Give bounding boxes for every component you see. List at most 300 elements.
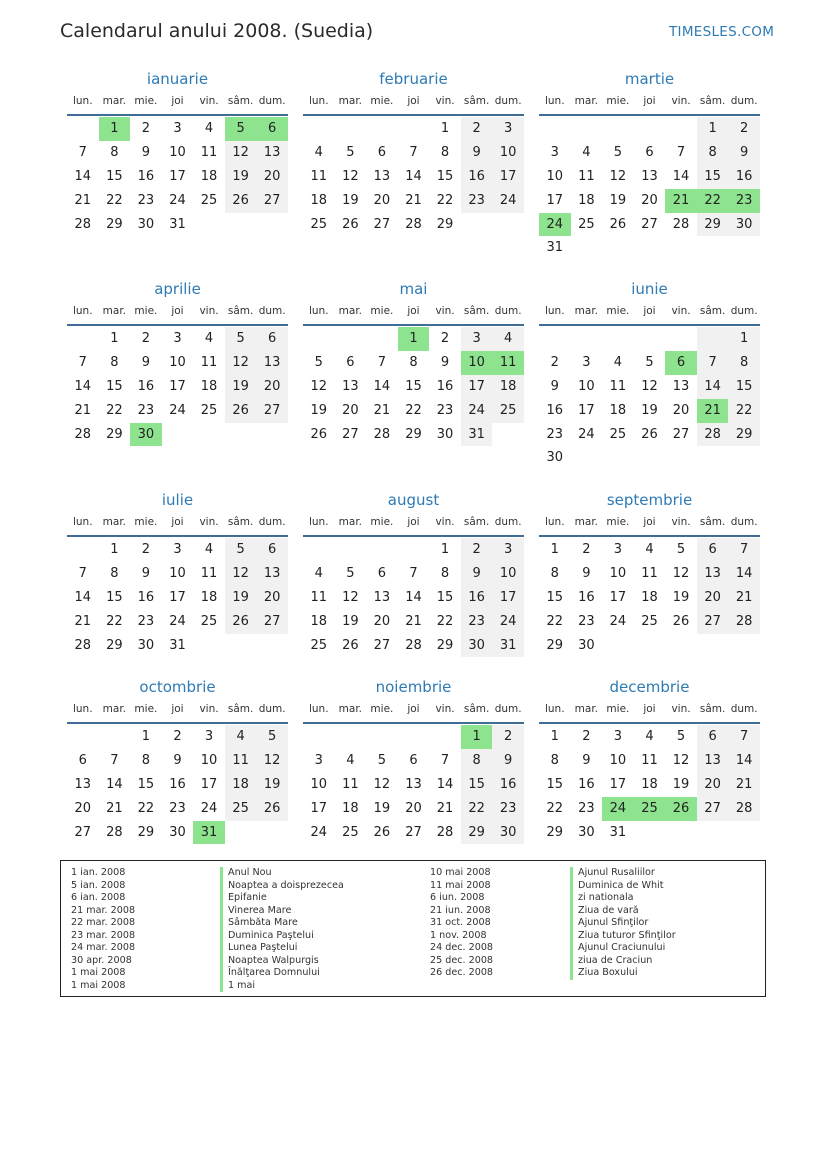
- day-cell: 17: [169, 589, 186, 605]
- weekday-label: mie.: [370, 703, 394, 715]
- empty-cell: [665, 327, 697, 351]
- legend-entry: 26 dec. 2008: [430, 967, 494, 978]
- day-cell: 24: [310, 824, 328, 840]
- day-cell: 28: [74, 426, 92, 442]
- empty-cell: [67, 117, 99, 141]
- legend-entry: 24 dec. 2008: [430, 942, 494, 953]
- holiday-day-cell: 11: [492, 351, 524, 375]
- day-cell: 17: [200, 776, 218, 792]
- day-cell: 18: [200, 168, 218, 184]
- day-cell: 20: [697, 586, 729, 610]
- day-cell: 28: [436, 824, 454, 840]
- weekday-label: mie.: [370, 516, 394, 528]
- day-cell: 25: [200, 402, 218, 418]
- day-cell: 23: [461, 610, 493, 634]
- day-cell: 11: [200, 565, 218, 581]
- day-cell: 9: [141, 144, 151, 160]
- day-cell: 14: [697, 375, 729, 399]
- day-cell: 6: [377, 144, 387, 160]
- legend-entry: 6 iun. 2008: [430, 892, 485, 903]
- weekday-label: vin.: [671, 703, 691, 715]
- day-cell: 4: [582, 144, 591, 160]
- empty-cell: [366, 117, 398, 141]
- holiday-day-cell: 22: [697, 189, 729, 213]
- day-cell: 13: [641, 168, 658, 184]
- holiday-day-cell: 23: [728, 189, 760, 213]
- day-cell: 7: [728, 538, 760, 562]
- empty-cell: [99, 725, 131, 749]
- day-cell: 29: [436, 216, 454, 232]
- day-cell: 26: [641, 426, 658, 442]
- day-cell: 24: [492, 189, 524, 213]
- weekday-label: vin.: [671, 305, 691, 317]
- month-title: ianuarie: [146, 70, 209, 88]
- month-februarie: [303, 66, 524, 236]
- empty-cell: [398, 117, 430, 141]
- day-cell: 14: [74, 378, 92, 394]
- legend-entry: Duminica de Whit: [570, 880, 676, 893]
- weekday-label: lun.: [72, 516, 93, 528]
- empty-cell: [303, 327, 335, 351]
- day-cell: 28: [728, 610, 760, 634]
- day-cell: 25: [310, 216, 328, 232]
- day-cell: 31: [169, 637, 186, 653]
- empty-cell: [571, 327, 603, 351]
- legend-entry: zi nationala: [570, 892, 676, 905]
- day-cell: 29: [546, 637, 564, 653]
- empty-cell: [571, 117, 603, 141]
- day-cell: 26: [310, 426, 328, 442]
- day-cell: 4: [225, 725, 257, 749]
- day-cell: 6: [645, 144, 654, 160]
- day-grid: [67, 326, 288, 446]
- day-grid: [539, 724, 760, 844]
- day-cell: 30: [728, 213, 760, 237]
- day-cell: 14: [405, 589, 422, 605]
- day-cell: 12: [672, 752, 690, 768]
- day-cell: 30: [137, 216, 155, 232]
- month-title: noiembrie: [375, 678, 452, 696]
- day-cell: 12: [310, 378, 328, 394]
- weekday-label: dum.: [494, 95, 522, 107]
- day-cell: 4: [613, 354, 623, 370]
- holiday-day-cell: 26: [665, 797, 697, 821]
- weekday-label: sâm.: [463, 703, 490, 715]
- day-cell: 19: [225, 165, 257, 189]
- day-cell: 21: [728, 773, 760, 797]
- holiday-day-cell: 21: [665, 189, 697, 213]
- legend-entry: Ziua de vară: [570, 905, 676, 918]
- legend-entry: Înălţarea Domnului: [220, 967, 344, 980]
- weekday-label: vin.: [435, 95, 455, 107]
- day-cell: 12: [672, 565, 690, 581]
- day-cell: 2: [141, 331, 151, 346]
- weekday-label: lun.: [308, 305, 329, 317]
- weekday-label: mar.: [574, 95, 599, 107]
- month-title: iulie: [161, 491, 194, 509]
- legend-entry: 10 mai 2008: [430, 867, 491, 878]
- day-cell: 9: [440, 354, 450, 370]
- weekday-label: mar.: [102, 703, 127, 715]
- legend-entry: 30 apr. 2008: [71, 954, 132, 966]
- day-cell: 30: [492, 821, 524, 845]
- day-cell: 24: [578, 426, 595, 442]
- weekday-label: lun.: [308, 516, 329, 528]
- empty-cell: [366, 725, 398, 749]
- holiday-day-cell: 6: [665, 351, 697, 375]
- day-cell: 2: [550, 354, 559, 370]
- weekday-label: joi: [643, 305, 656, 317]
- day-cell: 16: [546, 402, 564, 418]
- day-grid: [303, 116, 524, 236]
- page-title: Calendarul anului 2008. (Suedia): [60, 20, 374, 42]
- day-cell: 14: [373, 378, 391, 394]
- legend-entry: 1 ian. 2008: [71, 867, 126, 878]
- month-title: aprilie: [154, 280, 201, 298]
- months-container: [67, 66, 760, 866]
- legend-entry: Epifanie: [220, 892, 344, 905]
- weekday-label: mie.: [134, 516, 158, 528]
- weekday-header: [303, 700, 524, 724]
- day-grid: [303, 326, 524, 446]
- weekday-header: [303, 92, 524, 116]
- weekday-label: lun.: [544, 95, 565, 107]
- weekday-label: mie.: [134, 95, 158, 107]
- day-cell: 30: [578, 824, 595, 840]
- day-cell: 8: [697, 141, 729, 165]
- day-cell: 4: [346, 752, 355, 768]
- holiday-day-cell: 1: [461, 725, 493, 749]
- day-cell: 26: [256, 797, 288, 821]
- weekday-header: [539, 700, 760, 724]
- day-cell: 17: [546, 192, 564, 208]
- empty-cell: [665, 117, 697, 141]
- day-cell: 5: [346, 144, 355, 160]
- day-cell: 14: [74, 168, 92, 184]
- day-cell: 11: [641, 565, 658, 581]
- day-cell: 11: [609, 378, 627, 394]
- weekday-label: lun.: [544, 305, 565, 317]
- legend-entry: 1 mai: [220, 980, 344, 993]
- day-cell: 13: [697, 749, 729, 773]
- day-cell: 14: [436, 776, 454, 792]
- weekday-label: joi: [407, 305, 420, 317]
- day-cell: 21: [405, 613, 422, 629]
- day-cell: 16: [137, 378, 155, 394]
- legend-entry: Ajunul Sfinţilor: [570, 917, 676, 930]
- day-cell: 29: [137, 824, 155, 840]
- weekday-label: mar.: [102, 95, 127, 107]
- day-cell: 15: [461, 773, 493, 797]
- weekday-label: joi: [407, 95, 420, 107]
- legend-entry: Noaptea Walpurgis: [220, 955, 344, 968]
- holiday-day-cell: 24: [539, 213, 571, 237]
- day-cell: 4: [204, 542, 214, 557]
- day-cell: 28: [405, 637, 422, 653]
- day-cell: 30: [546, 450, 564, 466]
- day-cell: 27: [256, 610, 288, 634]
- day-cell: 3: [173, 331, 182, 346]
- day-cell: 5: [676, 729, 686, 744]
- weekday-label: sâm.: [227, 516, 254, 528]
- day-cell: 22: [137, 800, 155, 816]
- month-octombrie: [67, 674, 288, 844]
- day-cell: 9: [582, 752, 591, 768]
- month-title: septembrie: [606, 491, 693, 509]
- day-cell: 7: [676, 144, 686, 160]
- month-title: octombrie: [139, 678, 216, 696]
- weekday-label: dum.: [730, 516, 758, 528]
- day-cell: 26: [342, 216, 359, 232]
- day-cell: 15: [106, 378, 123, 394]
- weekday-label: joi: [171, 516, 184, 528]
- day-cell: 12: [641, 378, 658, 394]
- legend-entry: Ajunul Craciunului: [570, 942, 676, 955]
- weekday-label: vin.: [199, 703, 219, 715]
- month-august: [303, 487, 524, 657]
- day-cell: 9: [492, 749, 524, 773]
- day-cell: 4: [645, 542, 654, 557]
- day-cell: 26: [225, 189, 257, 213]
- legend-names-left: [220, 867, 344, 992]
- day-cell: 8: [141, 752, 151, 768]
- day-cell: 23: [436, 402, 454, 418]
- weekday-label: mie.: [134, 305, 158, 317]
- day-cell: 17: [609, 589, 627, 605]
- day-cell: 31: [492, 634, 524, 658]
- legend-entry: Vinerea Mare: [220, 905, 344, 918]
- weekday-header: [539, 302, 760, 326]
- day-cell: 2: [461, 538, 493, 562]
- day-cell: 11: [641, 752, 658, 768]
- month-title: mai: [399, 280, 428, 298]
- legend-entry: 1 nov. 2008: [430, 929, 487, 941]
- weekday-header: [67, 513, 288, 537]
- day-cell: 20: [672, 402, 690, 418]
- day-cell: 7: [440, 752, 450, 768]
- day-cell: 23: [137, 402, 155, 418]
- day-cell: 8: [110, 565, 119, 581]
- day-cell: 2: [582, 542, 591, 557]
- day-cell: 13: [256, 351, 288, 375]
- legend-entry: 11 mai 2008: [430, 879, 491, 891]
- day-cell: 27: [256, 189, 288, 213]
- day-cell: 20: [342, 402, 359, 418]
- weekday-label: lun.: [308, 703, 329, 715]
- month-iunie: [539, 276, 760, 470]
- empty-cell: [303, 538, 335, 562]
- legend-entry: Ajunul Rusaliilor: [570, 867, 676, 880]
- day-cell: 27: [74, 824, 92, 840]
- month-decembrie: [539, 674, 760, 844]
- day-cell: 10: [492, 141, 524, 165]
- month-title: februarie: [379, 70, 448, 88]
- month-title: martie: [624, 70, 675, 88]
- day-cell: 8: [461, 749, 493, 773]
- weekday-label: lun.: [72, 305, 93, 317]
- day-cell: 24: [492, 610, 524, 634]
- empty-cell: [366, 538, 398, 562]
- day-cell: 26: [342, 637, 359, 653]
- day-cell: 25: [609, 426, 627, 442]
- day-cell: 9: [141, 565, 151, 581]
- day-cell: 20: [256, 165, 288, 189]
- day-cell: 29: [106, 637, 123, 653]
- day-cell: 19: [310, 402, 328, 418]
- day-cell: 2: [440, 331, 450, 346]
- day-cell: 20: [405, 800, 422, 816]
- day-cell: 3: [550, 144, 559, 160]
- day-cell: 17: [461, 375, 493, 399]
- day-cell: 31: [546, 240, 564, 256]
- empty-cell: [303, 117, 335, 141]
- day-cell: 28: [697, 423, 729, 447]
- day-cell: 1: [697, 117, 729, 141]
- day-cell: 19: [342, 192, 359, 208]
- day-cell: 16: [492, 773, 524, 797]
- day-cell: 3: [314, 752, 323, 768]
- day-grid: [67, 724, 288, 844]
- day-cell: 26: [609, 216, 627, 232]
- weekday-label: mar.: [338, 305, 363, 317]
- day-cell: 13: [373, 589, 391, 605]
- day-cell: 6: [377, 565, 387, 581]
- weekday-label: lun.: [72, 703, 93, 715]
- day-cell: 19: [256, 773, 288, 797]
- day-cell: 4: [492, 327, 524, 351]
- holiday-day-cell: 1: [398, 327, 430, 351]
- day-cell: 19: [225, 586, 257, 610]
- weekday-label: vin.: [199, 516, 219, 528]
- legend-entry: 24 mar. 2008: [71, 942, 136, 953]
- day-cell: 18: [578, 192, 595, 208]
- day-cell: 9: [582, 565, 591, 581]
- day-cell: 5: [377, 752, 387, 768]
- day-cell: 4: [204, 121, 214, 136]
- day-cell: 3: [613, 729, 623, 744]
- day-cell: 25: [310, 637, 328, 653]
- day-cell: 29: [546, 824, 564, 840]
- day-cell: 23: [461, 189, 493, 213]
- weekday-label: dum.: [730, 95, 758, 107]
- empty-cell: [634, 327, 666, 351]
- day-cell: 21: [74, 613, 92, 629]
- day-cell: 11: [225, 749, 257, 773]
- day-cell: 28: [672, 216, 690, 232]
- empty-cell: [366, 327, 398, 351]
- day-cell: 25: [200, 192, 218, 208]
- day-cell: 13: [405, 776, 422, 792]
- day-cell: 9: [173, 752, 182, 768]
- day-cell: 24: [461, 399, 493, 423]
- holiday-day-cell: 6: [256, 117, 288, 141]
- day-cell: 15: [436, 168, 454, 184]
- day-cell: 26: [373, 824, 391, 840]
- day-cell: 15: [106, 168, 123, 184]
- day-cell: 3: [492, 117, 524, 141]
- day-cell: 22: [106, 192, 123, 208]
- day-cell: 25: [641, 613, 658, 629]
- legend-entry: 25 dec. 2008: [430, 954, 494, 966]
- weekday-label: dum.: [494, 703, 522, 715]
- day-cell: 14: [728, 562, 760, 586]
- day-cell: 18: [310, 192, 328, 208]
- legend-entry: 21 iun. 2008: [430, 904, 491, 916]
- day-cell: 27: [342, 426, 359, 442]
- day-cell: 12: [225, 351, 257, 375]
- legend-entry: 6 ian. 2008: [71, 892, 126, 903]
- day-cell: 2: [141, 121, 151, 136]
- day-cell: 20: [256, 375, 288, 399]
- day-cell: 27: [405, 824, 422, 840]
- empty-cell: [602, 117, 634, 141]
- day-cell: 24: [200, 800, 218, 816]
- weekday-label: mar.: [574, 703, 599, 715]
- legend-entry: ziua de Craciun: [570, 955, 676, 968]
- day-cell: 3: [204, 729, 214, 744]
- weekday-label: mar.: [102, 516, 127, 528]
- day-cell: 21: [436, 800, 454, 816]
- legend-entry: 23 mar. 2008: [71, 929, 136, 941]
- day-cell: 13: [342, 378, 359, 394]
- day-cell: 5: [314, 354, 323, 370]
- weekday-label: mar.: [338, 95, 363, 107]
- weekday-label: joi: [643, 95, 656, 107]
- weekday-label: dum.: [258, 516, 286, 528]
- day-cell: 23: [137, 613, 155, 629]
- day-cell: 15: [546, 776, 564, 792]
- day-cell: 10: [609, 752, 627, 768]
- day-grid: [303, 724, 524, 844]
- day-cell: 4: [204, 331, 214, 346]
- day-cell: 23: [578, 613, 595, 629]
- day-cell: 8: [440, 144, 450, 160]
- day-grid: [67, 116, 288, 236]
- day-cell: 27: [256, 399, 288, 423]
- day-cell: 31: [609, 824, 627, 840]
- day-cell: 20: [697, 773, 729, 797]
- month-martie: [539, 66, 760, 260]
- day-cell: 22: [106, 402, 123, 418]
- weekday-label: sâm.: [463, 305, 490, 317]
- month-mai: [303, 276, 524, 446]
- day-cell: 11: [200, 354, 218, 370]
- day-cell: 16: [137, 168, 155, 184]
- day-cell: 14: [728, 749, 760, 773]
- day-grid: [303, 537, 524, 657]
- weekday-label: sâm.: [463, 516, 490, 528]
- day-cell: 31: [169, 216, 186, 232]
- month-iulie: [67, 487, 288, 657]
- weekday-label: sâm.: [699, 95, 726, 107]
- day-cell: 1: [440, 121, 450, 136]
- day-cell: 3: [461, 327, 493, 351]
- day-cell: 10: [492, 562, 524, 586]
- day-cell: 4: [314, 565, 323, 581]
- weekday-label: joi: [171, 95, 184, 107]
- brand-link[interactable]: TIMESLES.COM: [669, 24, 775, 40]
- day-cell: 21: [74, 402, 92, 418]
- weekday-label: sâm.: [227, 305, 254, 317]
- day-cell: 14: [405, 168, 422, 184]
- day-cell: 5: [225, 538, 257, 562]
- weekday-label: mie.: [606, 305, 630, 317]
- weekday-label: vin.: [671, 516, 691, 528]
- day-cell: 14: [106, 776, 123, 792]
- empty-cell: [634, 117, 666, 141]
- empty-cell: [429, 725, 461, 749]
- holiday-day-cell: 25: [634, 797, 666, 821]
